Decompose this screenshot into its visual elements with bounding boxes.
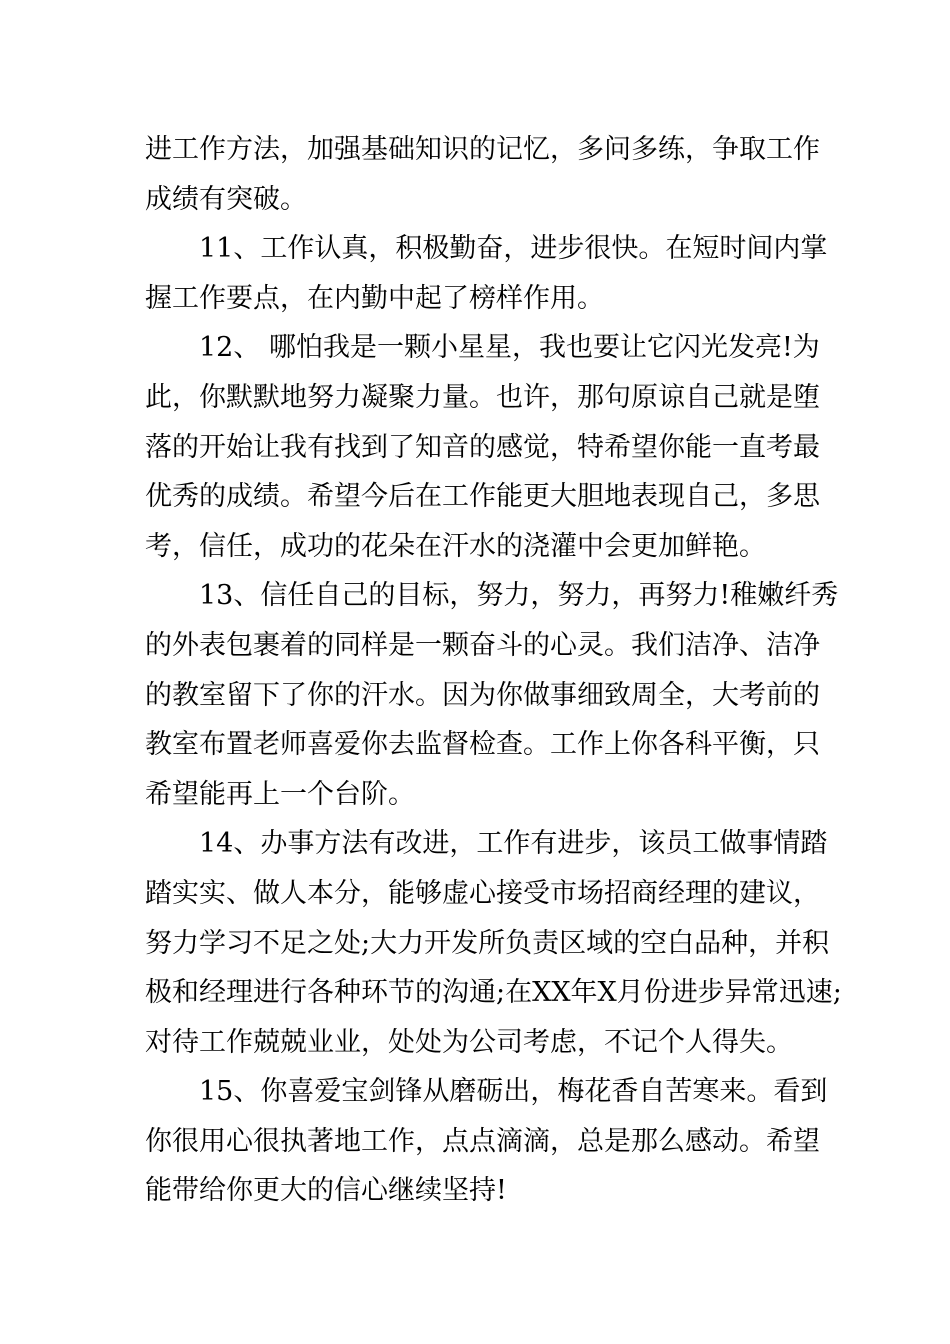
text-line: 的教室留下了你的汗水。因为你做事细致周全，大考前的 xyxy=(145,679,820,711)
paragraph-14 xyxy=(145,819,842,1067)
text-line: 你很用心很执著地工作，点点滴滴，总是那么感动。希望 xyxy=(145,1125,820,1157)
text-line: 11、工作认真，积极勤奋，进步很快。在短时间内掌 xyxy=(199,233,828,265)
text-line: 此，你默默地努力凝聚力量。也许，那句原谅自己就是堕 xyxy=(145,381,820,413)
text-line: 15、你喜爱宝剑锋从磨砺出，梅花香自苦寒来。看到 xyxy=(199,1076,828,1108)
paragraph-12 xyxy=(145,323,825,571)
text-line: 握工作要点，在内勤中起了榜样作用。 xyxy=(145,282,604,314)
text-line: 进工作方法，加强基础知识的记忆，多问多练，争取工作 xyxy=(145,134,820,165)
document-body xyxy=(145,125,842,1216)
paragraph-13 xyxy=(145,571,839,819)
paragraph-10-continuation xyxy=(145,125,825,224)
text-line: 12、 哪怕我是一颗小星星，我也要让它闪光发亮!为 xyxy=(199,332,820,364)
text-line: 教室布置老师喜爱你去监督检查。工作上你各科平衡，只 xyxy=(145,729,820,761)
text-line: 成绩有突破。 xyxy=(145,183,307,215)
paragraph-15 xyxy=(145,1067,828,1216)
text-line: 14、办事方法有改进，工作有进步，该员工做事情踏 xyxy=(199,828,828,860)
text-line: 优秀的成绩。希望今后在工作能更大胆地表现自己，多思 xyxy=(145,481,820,513)
text-line: 13、信任自己的目标，努力，努力，再努力!稚嫩纤秀 xyxy=(199,580,839,612)
text-line: 落的开始让我有找到了知音的感觉，特希望你能一直考最 xyxy=(145,431,820,463)
paragraph-11 xyxy=(145,224,828,323)
text-line: 极和经理进行各种环节的沟通;在XX年X月份进步异常迅速; xyxy=(145,977,842,1009)
text-line: 能带给你更大的信心继续坚持! xyxy=(145,1175,507,1207)
text-line: 努力学习不足之处;大力开发所负责区域的空白品种，并积 xyxy=(145,927,830,959)
text-line: 的外表包裹着的同样是一颗奋斗的心灵。我们洁净、洁净 xyxy=(145,629,820,661)
text-line: 希望能再上一个台阶。 xyxy=(145,778,415,810)
text-line: 考，信任，成功的花朵在汗水的浇灌中会更加鲜艳。 xyxy=(145,530,766,562)
text-line: 对待工作兢兢业业，处处为公司考虑，不记个人得失。 xyxy=(145,1026,793,1058)
text-line: 踏实实、做人本分，能够虚心接受市场招商经理的建议， xyxy=(145,877,820,909)
